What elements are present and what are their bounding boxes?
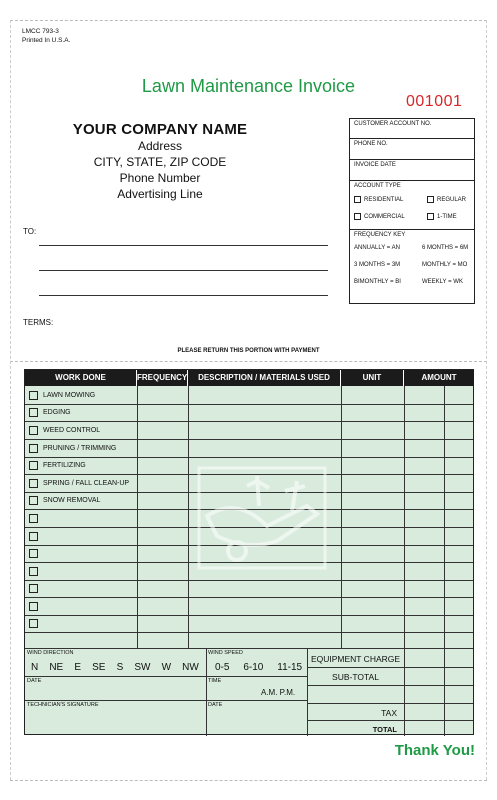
equipment-charge-label: EQUIPMENT CHARGE [310, 654, 401, 664]
work-checkbox[interactable] [29, 619, 38, 628]
grid-vline [137, 386, 138, 648]
account-type-label: ACCOUNT TYPE [354, 183, 401, 189]
date-label: DATE [27, 678, 42, 684]
freq-weekly: WEEKLY = WK [422, 279, 463, 285]
printed-note: Printed In U.S.A. [22, 37, 71, 44]
work-checkbox[interactable] [29, 496, 38, 505]
grid-hline [25, 404, 473, 405]
residential-label: RESIDENTIAL [364, 197, 404, 204]
terms-label: TERMS: [23, 318, 54, 327]
footer-vline [206, 648, 207, 736]
one-time-option[interactable] [427, 213, 457, 220]
work-item-label: SNOW REMOVAL [43, 497, 101, 504]
footer-hline [307, 685, 473, 686]
form-code: LMCC 793-3 [22, 28, 59, 35]
company-phone: Phone Number [119, 171, 201, 185]
tax-label: TAX [381, 708, 397, 718]
account-box [349, 118, 475, 304]
to-line-1[interactable] [39, 245, 328, 246]
perforation-left [10, 20, 11, 780]
regular-label: REGULAR [437, 197, 467, 204]
work-item-snow-removal[interactable] [29, 492, 100, 509]
to-line-3[interactable] [39, 295, 328, 296]
work-checkbox[interactable] [29, 444, 38, 453]
work-item-blank[interactable] [29, 580, 43, 597]
page-title: Lawn Maintenance Invoice [141, 76, 356, 96]
footer-hline [307, 720, 473, 721]
one-time-label: 1-TIME [437, 214, 457, 221]
company-city: CITY, STATE, ZIP CODE [93, 155, 227, 169]
account-type-section [350, 181, 474, 230]
frequency-key-label: FREQUENCY KEY [354, 232, 406, 238]
date2-label: DATE [208, 702, 223, 708]
am-pm-options[interactable]: A.M. P.M. [261, 688, 296, 697]
work-item-label: EDGING [43, 409, 71, 416]
work-item-label: PRUNING / TRIMMING [43, 445, 117, 452]
col-frequency: FREQUENCY [137, 370, 188, 386]
footer-hline [307, 667, 473, 668]
work-item-lawn-mowing[interactable] [29, 387, 95, 404]
work-item-label: FERTILIZING [43, 462, 86, 469]
work-checkbox[interactable] [29, 514, 38, 523]
work-item-weed-control[interactable] [29, 422, 100, 439]
work-item-cleanup[interactable] [29, 475, 129, 492]
work-checkbox[interactable] [29, 391, 38, 400]
total-label: TOTAL [372, 725, 397, 734]
work-item-label: WEED CONTROL [43, 427, 101, 434]
col-description: DESCRIPTION / MATERIALS USED [188, 370, 341, 386]
time-label: TIME [208, 678, 222, 684]
work-item-blank[interactable] [29, 510, 43, 527]
wind-speed-label: WIND SPEED [208, 650, 243, 656]
work-item-blank[interactable] [29, 563, 43, 580]
freq-monthly: MONTHLY = MO [422, 262, 468, 268]
invoice-date-field[interactable] [350, 160, 474, 181]
frequency-key-section [350, 230, 474, 303]
grid-hline [25, 597, 473, 598]
return-note: PLEASE RETURN THIS PORTION WITH PAYMENT [177, 348, 320, 354]
work-checkbox[interactable] [29, 479, 38, 488]
work-item-blank[interactable] [29, 615, 43, 632]
regular-option[interactable] [427, 196, 466, 203]
work-item-blank[interactable] [29, 545, 43, 562]
work-item-label: LAWN MOWING [43, 392, 96, 399]
grid-hline [25, 457, 473, 458]
grid-vline [188, 386, 189, 648]
wind-direction-options[interactable]: N NE E SE S SW W NW [31, 662, 199, 673]
footer-hline [25, 700, 307, 701]
commercial-label: COMMERCIAL [364, 214, 405, 221]
phone-field[interactable] [350, 139, 474, 160]
work-checkbox[interactable] [29, 567, 38, 576]
work-item-edging[interactable] [29, 404, 71, 421]
work-checkbox[interactable] [29, 532, 38, 541]
residential-option[interactable] [354, 196, 403, 203]
commercial-checkbox[interactable] [354, 213, 361, 220]
thank-you-text: Thank You! [394, 742, 475, 759]
company-block [40, 122, 280, 202]
invoice-date-label: INVOICE DATE [354, 162, 396, 168]
commercial-option[interactable] [354, 213, 405, 220]
work-item-label: SPRING / FALL CLEAN-UP [43, 480, 130, 487]
freq-6months: 6 MONTHS = 6M [422, 245, 469, 251]
grid-hline [25, 615, 473, 616]
perforation-bottom [10, 780, 487, 781]
col-amount: AMOUNT [404, 370, 474, 386]
work-item-fertilizing[interactable] [29, 457, 86, 474]
to-label: TO: [23, 227, 37, 236]
footer-hline [307, 703, 473, 704]
grid-vline [341, 386, 342, 648]
perforation-right [486, 20, 487, 780]
company-address: Address [137, 139, 183, 153]
customer-account-field[interactable] [350, 119, 474, 139]
footer-hline [25, 676, 307, 677]
work-checkbox[interactable] [29, 584, 38, 593]
wheelbarrow-watermark-icon [197, 466, 327, 570]
work-item-blank[interactable] [29, 598, 43, 615]
col-work-done: WORK DONE [25, 370, 137, 386]
perforation-middle [10, 361, 487, 362]
grid-hline [25, 632, 473, 633]
company-advertising: Advertising Line [117, 187, 203, 201]
customer-account-label: CUSTOMER ACCOUNT NO. [354, 121, 432, 127]
freq-bimonthly: BIMONTHLY = BI [354, 279, 401, 285]
freq-3months: 3 MONTHS = 3M [354, 262, 401, 268]
col-unit: UNIT [341, 370, 404, 386]
to-line-2[interactable] [39, 270, 328, 271]
subtotal-label: SUB-TOTAL [332, 672, 379, 682]
work-checkbox[interactable] [29, 602, 38, 611]
grid-hline [25, 580, 473, 581]
work-checkbox[interactable] [29, 408, 38, 417]
work-checkbox[interactable] [29, 549, 38, 558]
phone-label: PHONE NO. [354, 141, 388, 147]
perforation-top [10, 20, 487, 21]
wind-direction-label: WIND DIRECTION [27, 650, 74, 656]
one-time-checkbox[interactable] [427, 213, 434, 220]
invoice-number: 001001 [406, 93, 463, 110]
freq-annually: ANNUALLY = AN [354, 245, 400, 251]
residential-checkbox[interactable] [354, 196, 361, 203]
work-item-pruning[interactable] [29, 440, 116, 457]
technician-label: TECHNICIAN'S SIGNATURE [27, 702, 99, 708]
wind-speed-options[interactable]: 0-5 6-10 11-15 [215, 662, 303, 673]
work-checkbox[interactable] [29, 426, 38, 435]
regular-checkbox[interactable] [427, 196, 434, 203]
work-item-blank[interactable] [29, 528, 43, 545]
company-name: YOUR COMPANY NAME [72, 121, 248, 138]
grid-hline [25, 648, 473, 649]
work-checkbox[interactable] [29, 461, 38, 470]
